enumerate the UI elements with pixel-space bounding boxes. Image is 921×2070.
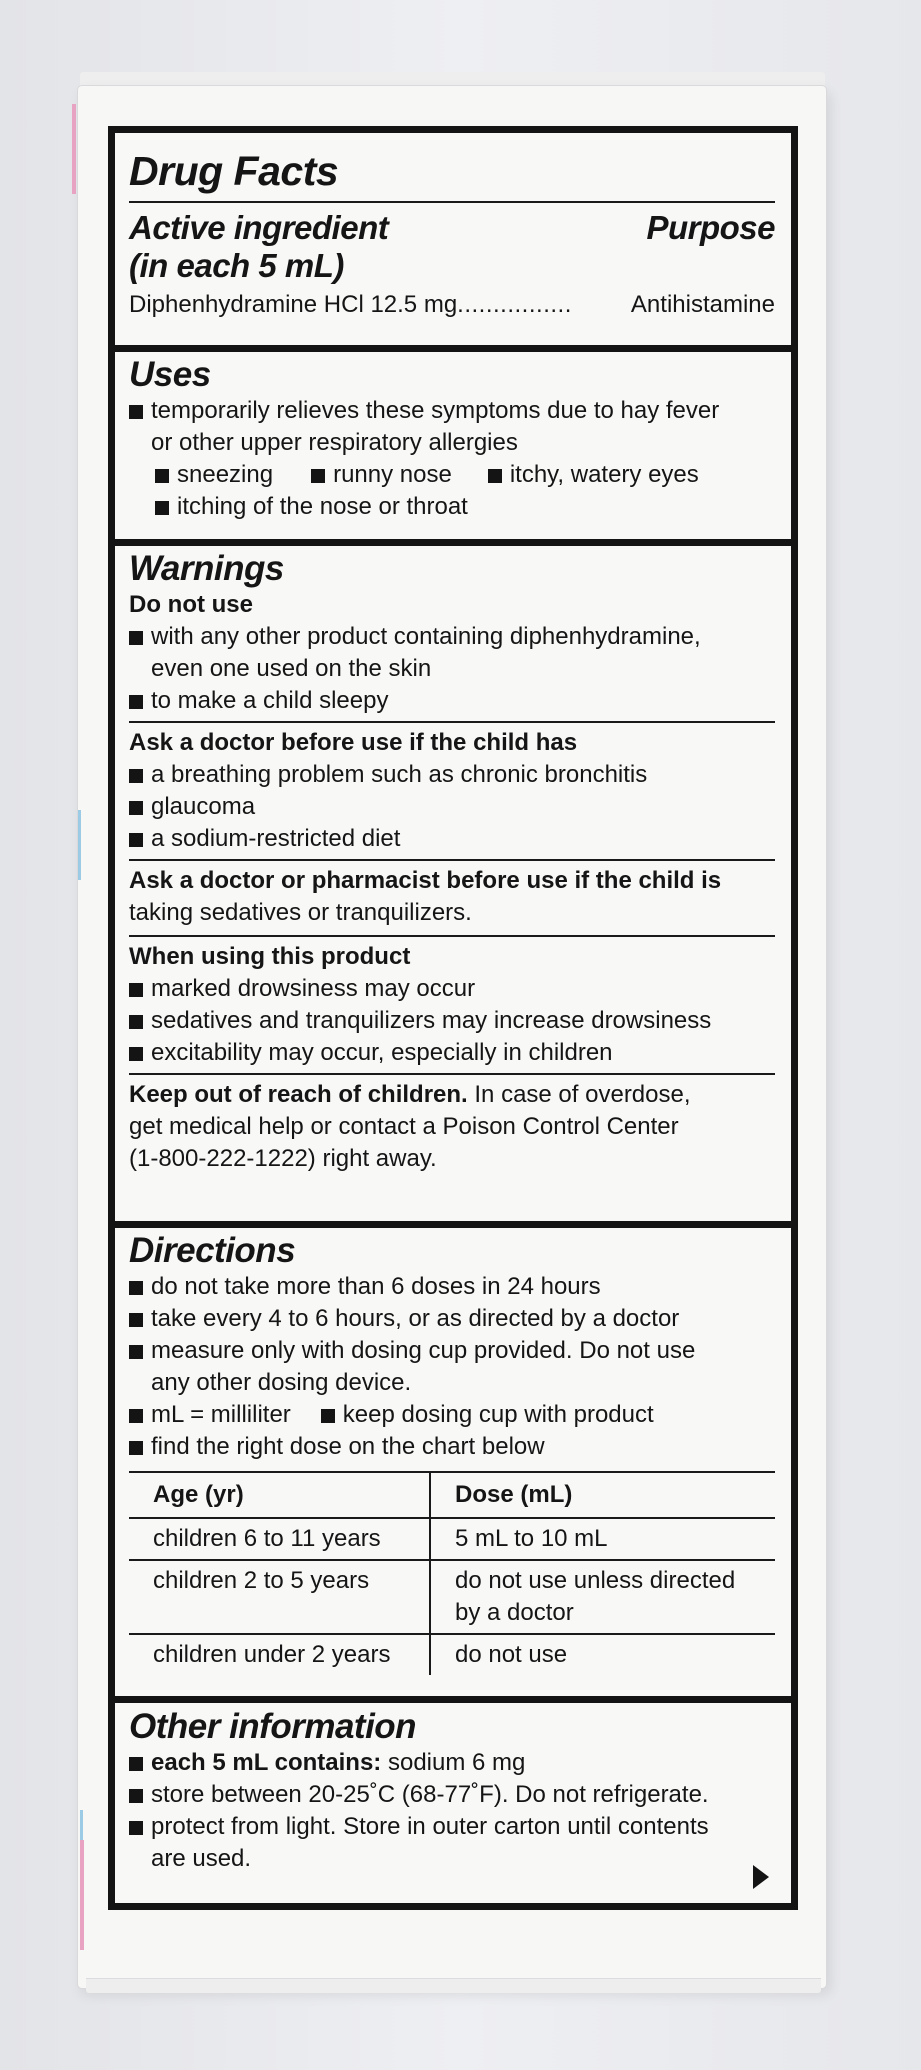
age-cell: children 6 to 11 years: [129, 1518, 430, 1560]
bullet-square-icon: [129, 1281, 143, 1295]
carton-bottom-edge: [86, 1978, 821, 1993]
list-item-continued: are used.: [151, 1845, 252, 1872]
bullet-square-icon: [129, 1821, 143, 1835]
other-information-section: [115, 1707, 791, 1875]
do-not-use-heading: Do not use: [129, 591, 253, 618]
keep-out-bold: Keep out of reach of children.: [129, 1081, 468, 1108]
list-item-continued: any other dosing device.: [151, 1369, 412, 1396]
list-item: find the right dose on the chart below: [129, 1431, 775, 1463]
bullet-square-icon: [311, 469, 325, 483]
bullet-square-icon: [129, 1441, 143, 1455]
column-header-age: Age (yr): [129, 1472, 430, 1518]
table-row: [129, 1518, 775, 1560]
other-information-heading: Other information: [129, 1707, 417, 1746]
bullet-square-icon: [488, 469, 502, 483]
ingredient-purpose: Antihistamine: [630, 291, 775, 318]
symptom-item: sneezing: [155, 459, 273, 491]
bullet-square-icon: [129, 1015, 143, 1029]
carton-edge-color: [72, 104, 76, 194]
symptom-item: itching of the nose or throat: [129, 491, 775, 523]
ask-pharmacist-heading: Ask a doctor or pharmacist before use if the child is: [129, 867, 722, 894]
bullet-square-icon: [129, 1789, 143, 1803]
symptom-item: itchy, watery eyes: [488, 459, 699, 491]
dose-cell: 5 mL to 10 mL: [455, 1525, 608, 1552]
dose-cell: do not use: [455, 1641, 568, 1668]
bullet-square-icon: [129, 983, 143, 997]
table-row: [129, 1560, 775, 1634]
list-item-continued: or other upper respiratory allergies: [151, 429, 518, 456]
list-item: a sodium-restricted diet: [129, 823, 775, 855]
list-item: marked drowsiness may occur: [129, 973, 775, 1005]
purpose-heading: Purpose: [646, 209, 775, 246]
list-item: do not take more than 6 doses in 24 hours: [129, 1271, 775, 1303]
poison-control-phone: (1-800-222-1222) right away.: [129, 1145, 437, 1172]
list-item: a breathing problem such as chronic bronchitis: [129, 759, 775, 791]
active-heading-row: [129, 209, 775, 285]
active-ingredient-heading: Active ingredient (in each 5 mL): [129, 209, 389, 284]
age-cell: children under 2 years: [129, 1634, 430, 1675]
dose-cell: do not use unless directed by a doctor: [455, 1567, 736, 1626]
list-item: excitability may occur, especially in children: [129, 1037, 775, 1069]
list-item-continued: even one used on the skin: [151, 655, 432, 682]
bullet-square-icon: [129, 1345, 143, 1359]
symptom-item: runny nose: [311, 459, 452, 491]
list-item: temporarily relieves these symptoms due to hay fever: [129, 395, 775, 427]
uses-section: [115, 355, 791, 523]
section-rule: [115, 345, 791, 352]
section-rule: [115, 1696, 791, 1703]
table-row: [129, 1634, 775, 1675]
symptom-row: [129, 459, 775, 491]
list-item: sedatives and tranquilizers may increase drowsiness: [129, 1005, 775, 1037]
divider: [129, 859, 775, 861]
section-rule: [115, 1221, 791, 1228]
ingredient-row: [129, 289, 775, 321]
bullet-square-icon: [129, 769, 143, 783]
divider: [129, 935, 775, 937]
when-using-heading: When using this product: [129, 943, 411, 970]
header-section: [115, 147, 791, 321]
divider: [129, 1073, 775, 1075]
bullet-square-icon: [129, 1047, 143, 1061]
keep-out-line: Keep out of reach of children. In case of overdose,: [129, 1081, 691, 1108]
drug-facts-title: Drug Facts: [129, 148, 339, 194]
list-item: mL = milliliter: [129, 1399, 291, 1431]
warnings-heading: Warnings: [129, 549, 284, 588]
list-item: measure only with dosing cup provided. Do not use: [129, 1335, 775, 1367]
list-item: with any other product containing diphenhydramine,: [129, 621, 775, 653]
bullet-square-icon: [129, 1409, 143, 1423]
carton-edge-color: [80, 1840, 84, 1950]
list-item: take every 4 to 6 hours, or as directed by a doctor: [129, 1303, 775, 1335]
ask-pharmacist-text: taking sedatives or tranquilizers.: [129, 899, 472, 926]
directions-section: [115, 1231, 791, 1675]
bullet-square-icon: [129, 833, 143, 847]
bullet-square-icon: [129, 405, 143, 419]
list-item: keep dosing cup with product: [321, 1399, 654, 1431]
divider: [129, 201, 775, 203]
ask-doctor-heading: Ask a doctor before use if the child has: [129, 729, 578, 756]
bullet-square-icon: [155, 501, 169, 515]
section-rule: [115, 539, 791, 546]
column-header-dose: Dose (mL): [455, 1481, 573, 1508]
dosing-table: [129, 1471, 775, 1675]
list-item: protect from light. Store in outer carton until contents: [129, 1811, 775, 1843]
table-header-row: [129, 1472, 775, 1518]
list-item: glaucoma: [129, 791, 775, 823]
uses-heading: Uses: [129, 355, 211, 394]
list-item: each 5 mL contains: sodium 6 mg: [129, 1747, 775, 1779]
list-row: [129, 1399, 775, 1431]
directions-heading: Directions: [129, 1231, 296, 1270]
age-cell: children 2 to 5 years: [129, 1560, 430, 1634]
ingredient-name: Diphenhydramine HCl 12.5 mg: [129, 291, 458, 318]
divider: [129, 721, 775, 723]
bullet-square-icon: [129, 801, 143, 815]
drug-facts-panel: [108, 126, 798, 1910]
carton-edge-color: [78, 810, 81, 880]
bullet-square-icon: [129, 631, 143, 645]
list-item: to make a child sleepy: [129, 685, 775, 717]
bullet-square-icon: [321, 1409, 335, 1423]
bullet-square-icon: [129, 695, 143, 709]
keep-out-line: get medical help or contact a Poison Control Center: [129, 1113, 679, 1140]
bullet-square-icon: [129, 1757, 143, 1771]
bullet-square-icon: [155, 469, 169, 483]
triangle-right-icon: [753, 1865, 769, 1889]
list-item: store between 20-25˚C (68-77˚F). Do not refrigerate.: [129, 1779, 775, 1811]
leader-dots: ................: [457, 291, 572, 318]
bullet-square-icon: [129, 1313, 143, 1327]
warnings-section: [115, 549, 791, 1175]
